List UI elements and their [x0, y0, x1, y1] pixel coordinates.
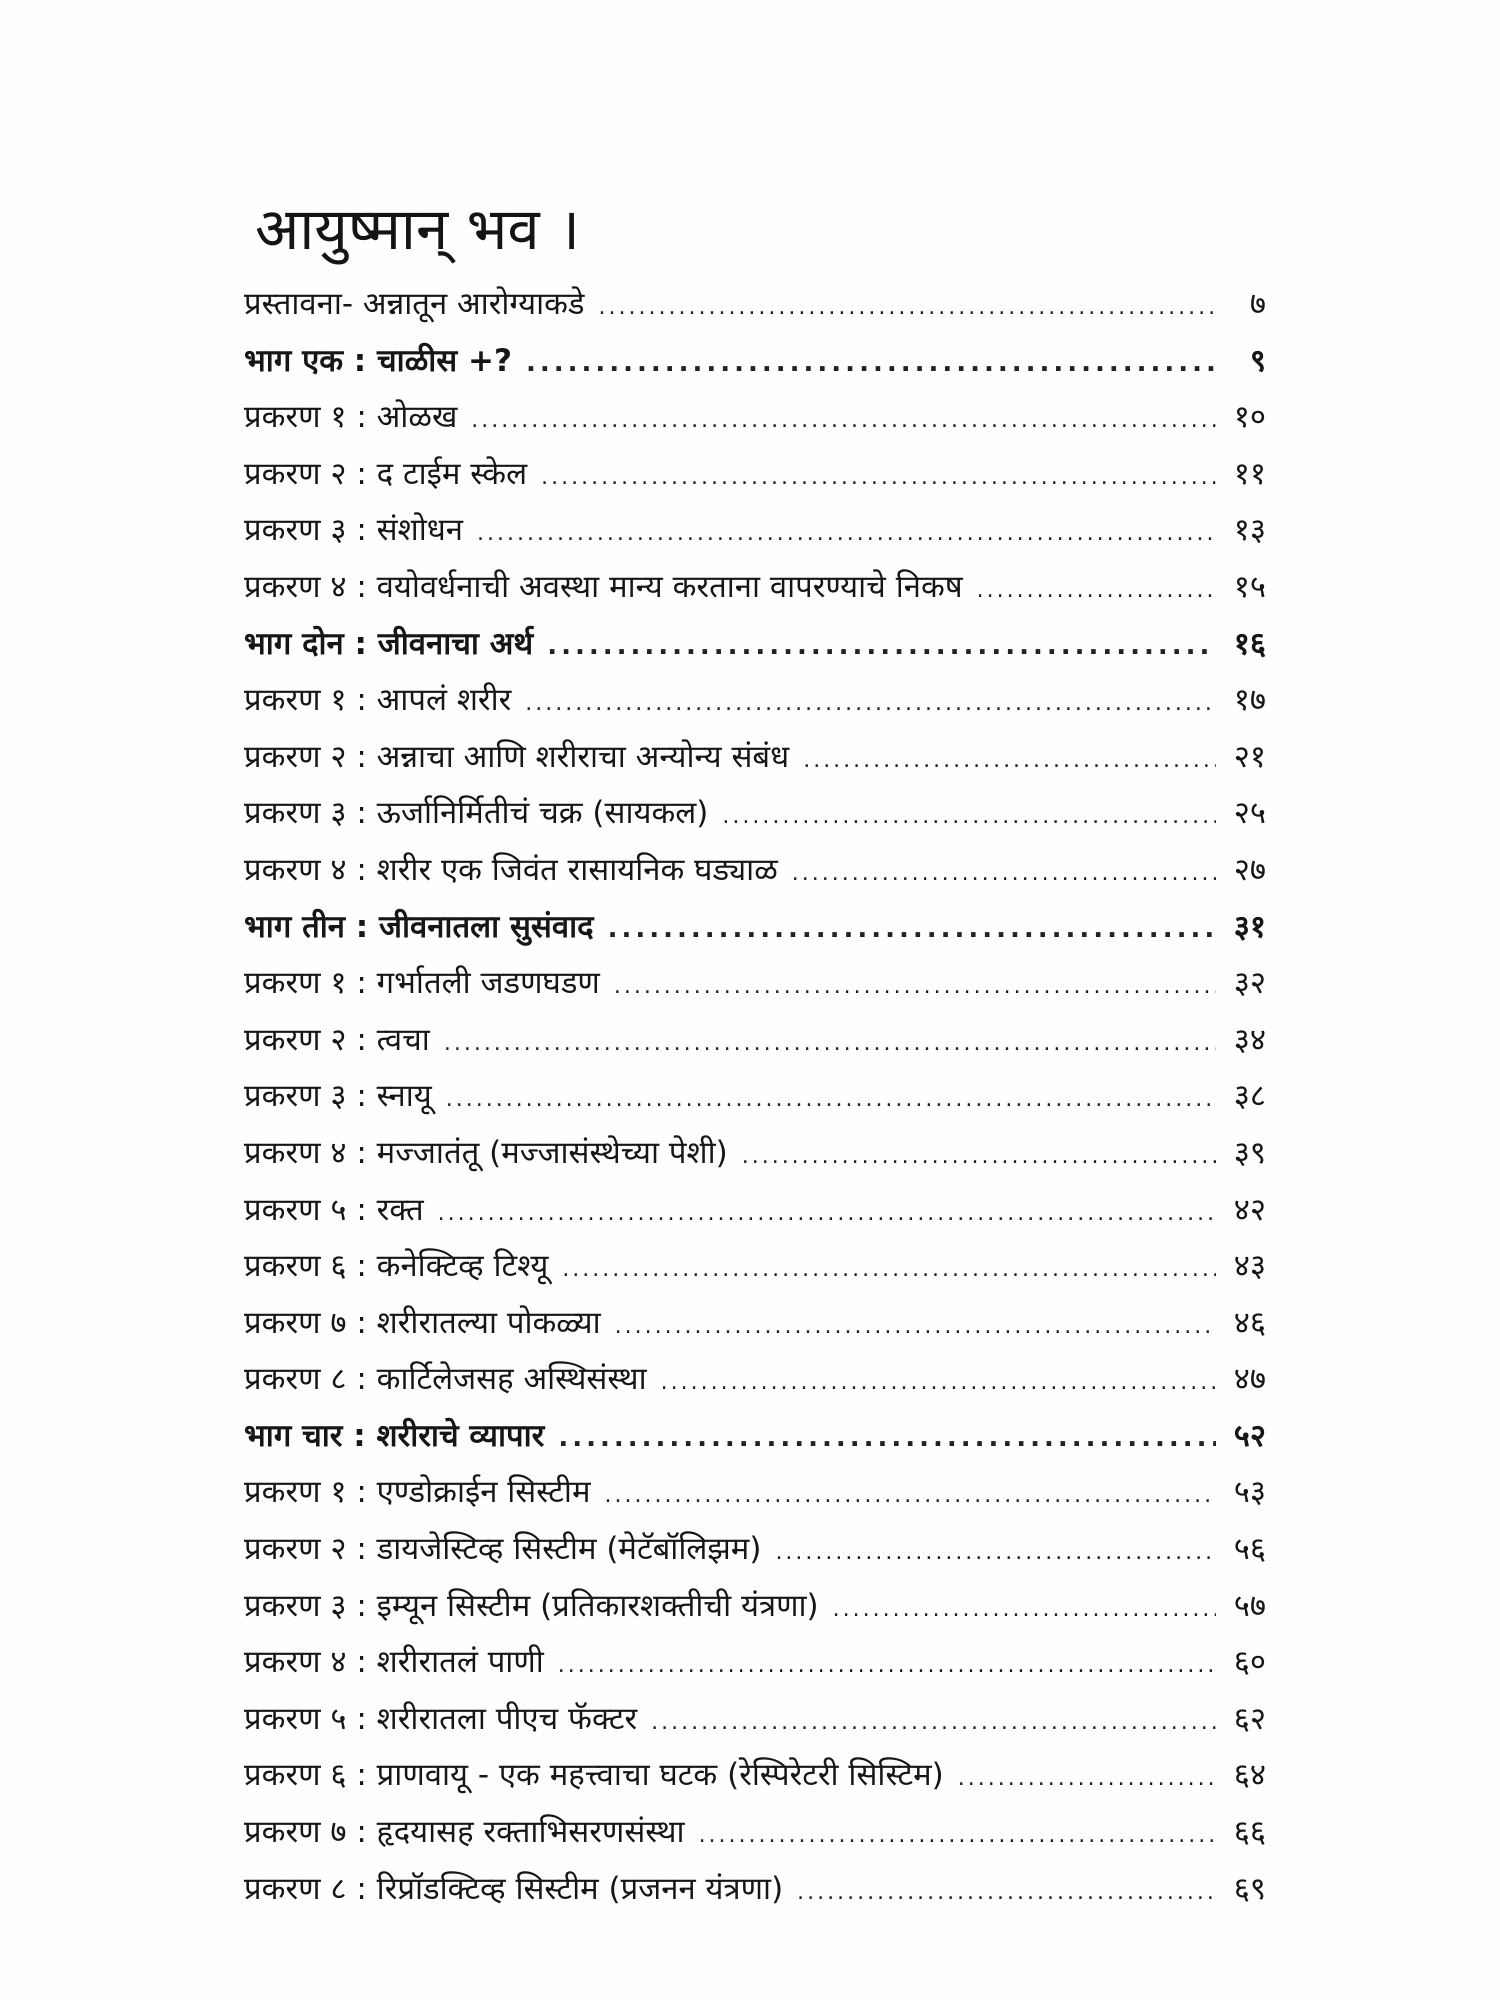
toc-entry-label: प्रकरण ७ : शरीरातल्या पोकळ्या [244, 1304, 601, 1341]
dot-leader [797, 1865, 1216, 1921]
toc-entry-chapter [244, 446, 1266, 503]
dot-leader [438, 1186, 1216, 1242]
toc-page-number: ९ [1249, 342, 1266, 379]
toc-page-number: ६९ [1233, 1870, 1266, 1907]
toc-entry-label: प्रकरण १ : गर्भातली जडणघडण [244, 965, 600, 1002]
toc-entry-label: प्रकरण ६ : प्राणवायू - एक महत्त्वाचा घटक (रेस्पिरेटरी सिस्टिम) [244, 1757, 944, 1794]
dot-leader [722, 789, 1216, 845]
toc-entry-label: प्रकरण ३ : ऊर्जानिर्मितीचं चक्र (सायकल) [244, 795, 709, 832]
toc-page-number: ३८ [1233, 1078, 1266, 1115]
dot-leader [471, 393, 1216, 449]
dot-leader [651, 1695, 1216, 1751]
toc-entry-chapter [244, 1012, 1266, 1069]
dot-leader [833, 1582, 1216, 1638]
toc-entry-chapter [244, 1351, 1266, 1408]
toc-entry-part-4 [244, 1408, 1266, 1465]
dot-leader [977, 563, 1216, 619]
toc-page-number: २१ [1233, 738, 1266, 775]
toc-page-number: ४२ [1233, 1191, 1266, 1228]
toc-entry-label: भाग तीन : जीवनातला सुसंवाद [244, 908, 594, 945]
toc-entry-chapter [244, 1861, 1266, 1918]
toc-page-number: ३१ [1233, 908, 1266, 945]
dot-leader [558, 1410, 1216, 1466]
toc-entry-label: प्रकरण २ : द टाईम स्केल [244, 455, 528, 492]
toc-entry-label: प्रकरण ५ : शरीरातला पीएच फॅक्टर [244, 1700, 638, 1737]
toc-entry-part-1 [244, 333, 1266, 390]
toc-page-number: ६० [1233, 1644, 1266, 1681]
dot-leader [605, 1468, 1217, 1524]
dot-leader [541, 450, 1216, 506]
dot-leader [614, 959, 1216, 1015]
dot-leader [803, 733, 1216, 789]
dot-leader [661, 1355, 1216, 1411]
toc-page-number: १७ [1233, 682, 1266, 719]
toc-entry-chapter [244, 389, 1266, 446]
toc-entry-label: प्रकरण २ : अन्नाचा आणि शरीराचा अन्योन्य संबंध [244, 738, 790, 775]
toc-entry-label: प्रकरण ३ : स्नायू [244, 1078, 432, 1115]
toc-entry-label: प्रकरण २ : त्वचा [244, 1021, 430, 1058]
table-of-contents [244, 276, 1266, 1917]
toc-page-number: ५३ [1233, 1474, 1266, 1511]
toc-entry-chapter [244, 559, 1266, 616]
toc-entry-label: भाग एक : चाळीस +? [244, 342, 513, 379]
dot-leader [958, 1751, 1216, 1807]
toc-entry-part-2 [244, 616, 1266, 673]
toc-entry-chapter [244, 785, 1266, 842]
toc-entry-label: प्रकरण ४ : शरीरातलं पाणी [244, 1644, 544, 1681]
dot-leader [477, 506, 1216, 562]
toc-page-number: ३२ [1233, 965, 1266, 1002]
toc-page-number: १५ [1233, 568, 1266, 605]
toc-entry-label: प्रकरण ४ : वयोवर्धनाची अवस्था मान्य करताना वापरण्याचे निकष [244, 568, 963, 605]
toc-page-number: ५७ [1233, 1587, 1266, 1624]
dot-leader [699, 1808, 1216, 1864]
page-title: आयुष्मान् भव । [255, 194, 581, 263]
dot-leader [608, 901, 1216, 957]
toc-entry-label: प्रकरण ८ : कार्टिलेजसह अस्थिसंस्था [244, 1361, 647, 1398]
toc-page-number: ६४ [1233, 1757, 1266, 1794]
toc-entry-label: प्रकरण ४ : शरीर एक जिवंत रासायनिक घड्याळ [244, 851, 778, 888]
toc-entry-label: प्रकरण ७ : हृदयासह रक्ताभिसरणसंस्था [244, 1814, 685, 1851]
toc-entry-chapter [244, 955, 1266, 1012]
toc-entry-label: प्रकरण १ : एण्डोक्राईन सिस्टीम [244, 1474, 591, 1511]
toc-entry-chapter [244, 1578, 1266, 1635]
dot-leader [558, 1638, 1216, 1694]
toc-entry-chapter [244, 1691, 1266, 1748]
toc-page-number: ७ [1249, 286, 1266, 322]
dot-leader [562, 1242, 1216, 1298]
toc-page-number: २५ [1233, 795, 1266, 832]
toc-entry-chapter [244, 1464, 1266, 1521]
toc-entry-label: प्रकरण २ : डायजेस्टिव्ह सिस्टीम (मेटॅबॉलिझम) [244, 1531, 762, 1568]
toc-entry-chapter [244, 1182, 1266, 1239]
toc-page-number: ३४ [1233, 1021, 1266, 1058]
toc-page-number: ६२ [1233, 1700, 1266, 1737]
toc-page-number: १३ [1233, 512, 1266, 549]
toc-page-number: १६ [1233, 625, 1266, 662]
toc-page-number: ५२ [1233, 1417, 1266, 1454]
toc-entry-chapter [244, 1804, 1266, 1861]
toc-entry-label: प्रकरण ३ : इम्यून सिस्टीम (प्रतिकारशक्तीची यंत्रणा) [244, 1587, 819, 1624]
toc-entry-chapter [244, 1747, 1266, 1804]
toc-entry-label: भाग दोन : जीवनाचा अर्थ [244, 625, 534, 662]
toc-entry-preface [244, 276, 1266, 333]
toc-entry-label: प्रकरण ४ : मज्जातंतू (मज्जासंस्थेच्या पेशी) [244, 1134, 728, 1171]
toc-page-number: ५६ [1233, 1531, 1266, 1568]
toc-entry-chapter [244, 1068, 1266, 1125]
dot-leader [775, 1525, 1216, 1581]
toc-entry-chapter [244, 672, 1266, 729]
toc-entry-chapter [244, 1238, 1266, 1295]
toc-page-number: ६६ [1233, 1814, 1266, 1851]
toc-entry-label: प्रस्तावना- अन्नातून आरोग्याकडे [244, 286, 585, 322]
toc-page-number: १० [1233, 399, 1266, 436]
toc-entry-chapter [244, 502, 1266, 559]
toc-page-number: २७ [1233, 851, 1266, 888]
toc-page-number: ४७ [1233, 1361, 1266, 1398]
toc-entry-label: प्रकरण १ : ओळख [244, 399, 458, 436]
toc-entry-label: प्रकरण ५ : रक्त [244, 1191, 424, 1228]
toc-entry-part-3 [244, 899, 1266, 956]
dot-leader [742, 1129, 1216, 1185]
toc-page-number: ४३ [1233, 1248, 1266, 1285]
dot-leader [444, 1016, 1216, 1072]
dot-leader [615, 1299, 1216, 1355]
dot-leader [599, 280, 1216, 336]
dot-leader [446, 1072, 1216, 1128]
toc-page-number: ३९ [1233, 1134, 1266, 1171]
toc-page-number: ४६ [1233, 1304, 1266, 1341]
toc-entry-chapter [244, 842, 1266, 899]
toc-page-number: ११ [1233, 455, 1266, 492]
toc-entry-label: भाग चार : शरीराचे व्यापार [244, 1417, 545, 1454]
dot-leader [526, 335, 1216, 391]
dot-leader [547, 618, 1216, 674]
toc-entry-label: प्रकरण ३ : संशोधन [244, 512, 463, 549]
toc-entry-chapter [244, 729, 1266, 786]
toc-entry-chapter [244, 1125, 1266, 1182]
toc-entry-chapter [244, 1634, 1266, 1691]
toc-entry-chapter [244, 1295, 1266, 1352]
dot-leader [525, 676, 1216, 732]
toc-entry-label: प्रकरण ६ : कनेक्टिव्ह टिश्यू [244, 1248, 549, 1285]
toc-entry-label: प्रकरण ८ : रिप्रॉडक्टिव्ह सिस्टीम (प्रजनन यंत्रणा) [244, 1870, 784, 1907]
toc-entry-label: प्रकरण १ : आपलं शरीर [244, 682, 512, 719]
toc-entry-chapter [244, 1521, 1266, 1578]
dot-leader [792, 846, 1216, 902]
